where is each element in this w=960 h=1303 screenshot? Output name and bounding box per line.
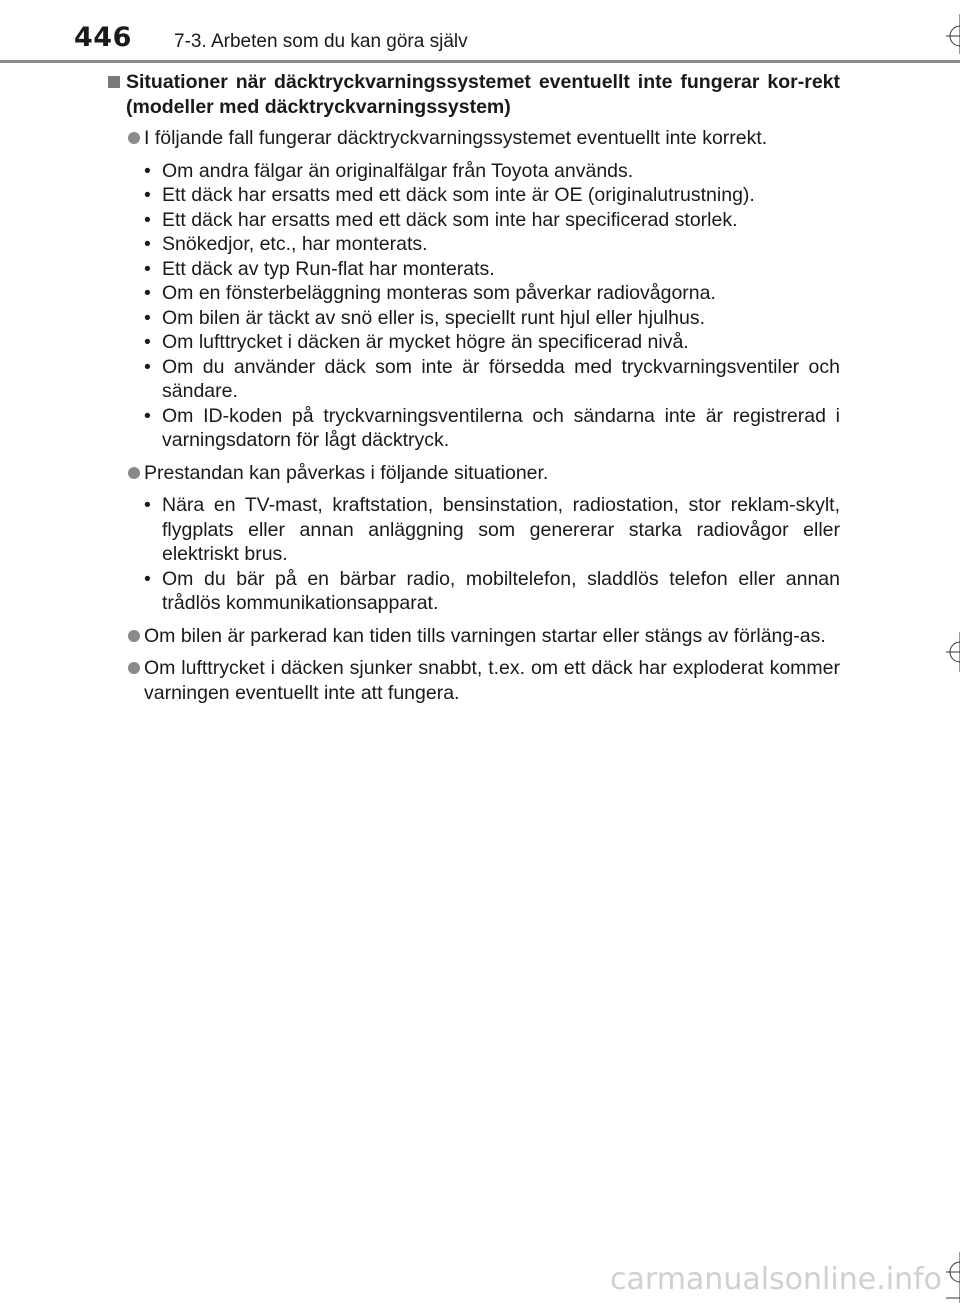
sub-list-item bbox=[108, 257, 840, 282]
section-heading bbox=[108, 70, 840, 120]
circle-list-item-text: Om lufttrycket i däcken sjunker snabbt, t.ex. om ett däck har exploderat kommer varningen eventuellt inte att fungera. bbox=[144, 657, 840, 704]
sub-list-item-text: Ett däck av typ Run-flat har monterats. bbox=[162, 257, 495, 280]
sub-list-item-text: Om du använder däck som inte är försedda med tryckvarningsventiler och sändare. bbox=[162, 355, 840, 402]
watermark: carmanualsonline.info bbox=[610, 1262, 942, 1297]
dot-bullet-icon: • bbox=[144, 404, 151, 427]
circle-list-item bbox=[108, 461, 840, 486]
dot-bullet-icon: • bbox=[144, 208, 151, 231]
sub-list bbox=[108, 493, 840, 616]
dot-bullet-icon: • bbox=[144, 282, 151, 304]
sub-list-item-text: Nära en TV-mast, kraftstation, bensinstation, radiostation, stor reklam-skylt, flygplats eller annan anläggning som genererar starka radiovågor eller elektriskt brus. bbox=[162, 494, 840, 565]
sub-list-item-text: Om ID-koden på tryckvarningsventilerna och sändarna inte är registrerad i varningsdatorn för lågt däcktryck. bbox=[162, 404, 840, 451]
circle-list-item-text: I följande fall fungerar däcktryckvarningssystemet eventuellt inte korrekt. bbox=[144, 127, 768, 149]
sub-list-item-text: Om bilen är täckt av snö eller is, speciellt runt hjul eller hjulhus. bbox=[162, 306, 705, 329]
crop-mark-top-right bbox=[938, 14, 960, 54]
circle-bullet-icon bbox=[128, 662, 140, 674]
sub-list-item bbox=[108, 232, 840, 257]
circle-bullet-icon bbox=[128, 132, 140, 144]
sub-list-item-text: Om en fönsterbeläggning monteras som påverkar radiovågorna. bbox=[162, 282, 716, 304]
circle-bullet-icon bbox=[128, 467, 140, 479]
square-bullet-icon bbox=[108, 76, 120, 88]
dot-bullet-icon: • bbox=[144, 494, 151, 516]
dot-bullet-icon: • bbox=[144, 233, 151, 255]
sub-list-item bbox=[108, 355, 840, 404]
sub-list-item-text: Om du bär på en bärbar radio, mobiltelefon, sladdlös telefon eller annan trådlös kommunikationsapparat. bbox=[162, 567, 840, 614]
circle-list-item bbox=[108, 126, 840, 151]
dot-bullet-icon: • bbox=[144, 331, 151, 353]
circle-list-item bbox=[108, 656, 840, 705]
sub-list bbox=[108, 159, 840, 453]
sub-list-item bbox=[108, 493, 840, 567]
sub-list-item bbox=[108, 208, 840, 233]
sub-list-item bbox=[108, 404, 840, 453]
section-heading-text: Situationer när däcktryckvarningssystemet eventuellt inte fungerar kor-rekt (modeller med däcktryckvarningssystem) bbox=[126, 71, 840, 118]
circle-list-item bbox=[108, 624, 840, 649]
circle-list-item-text: Prestandan kan påverkas i följande situationer. bbox=[144, 461, 549, 484]
sub-list-item-text: Om andra fälgar än originalfälgar från Toyota används. bbox=[162, 159, 634, 182]
page-number: 446 bbox=[74, 22, 132, 53]
sub-list-item bbox=[108, 306, 840, 331]
running-header: 7-3. Arbeten som du kan göra själv bbox=[174, 31, 468, 52]
sub-list-item bbox=[108, 183, 840, 208]
sub-list-item bbox=[108, 330, 840, 355]
dot-bullet-icon: • bbox=[144, 355, 151, 378]
dot-bullet-icon: • bbox=[144, 184, 151, 206]
dot-bullet-icon: • bbox=[144, 567, 151, 590]
sub-list-item-text: Ett däck har ersatts med ett däck som inte är OE (originalutrustning). bbox=[162, 184, 755, 206]
circle-bullet-icon bbox=[128, 630, 140, 642]
sub-list-item-text: Snökedjor, etc., har monterats. bbox=[162, 233, 428, 255]
bullet-list bbox=[108, 126, 840, 705]
dot-bullet-icon: • bbox=[144, 159, 151, 182]
crop-mark-middle-right bbox=[938, 632, 960, 672]
dot-bullet-icon: • bbox=[144, 257, 151, 280]
header-rule bbox=[0, 60, 960, 63]
sub-list-item bbox=[108, 159, 840, 184]
sub-list-item-text: Om lufttrycket i däcken är mycket högre än specificerad nivå. bbox=[162, 331, 689, 353]
sub-list-item-text: Ett däck har ersatts med ett däck som inte har specificerad storlek. bbox=[162, 208, 738, 231]
page-content bbox=[108, 70, 840, 713]
dot-bullet-icon: • bbox=[144, 306, 151, 329]
sub-list-item bbox=[108, 567, 840, 616]
sub-list-item bbox=[108, 281, 840, 306]
circle-list-item-text: Om bilen är parkerad kan tiden tills varningen startar eller stängs av förläng-as. bbox=[144, 624, 826, 647]
